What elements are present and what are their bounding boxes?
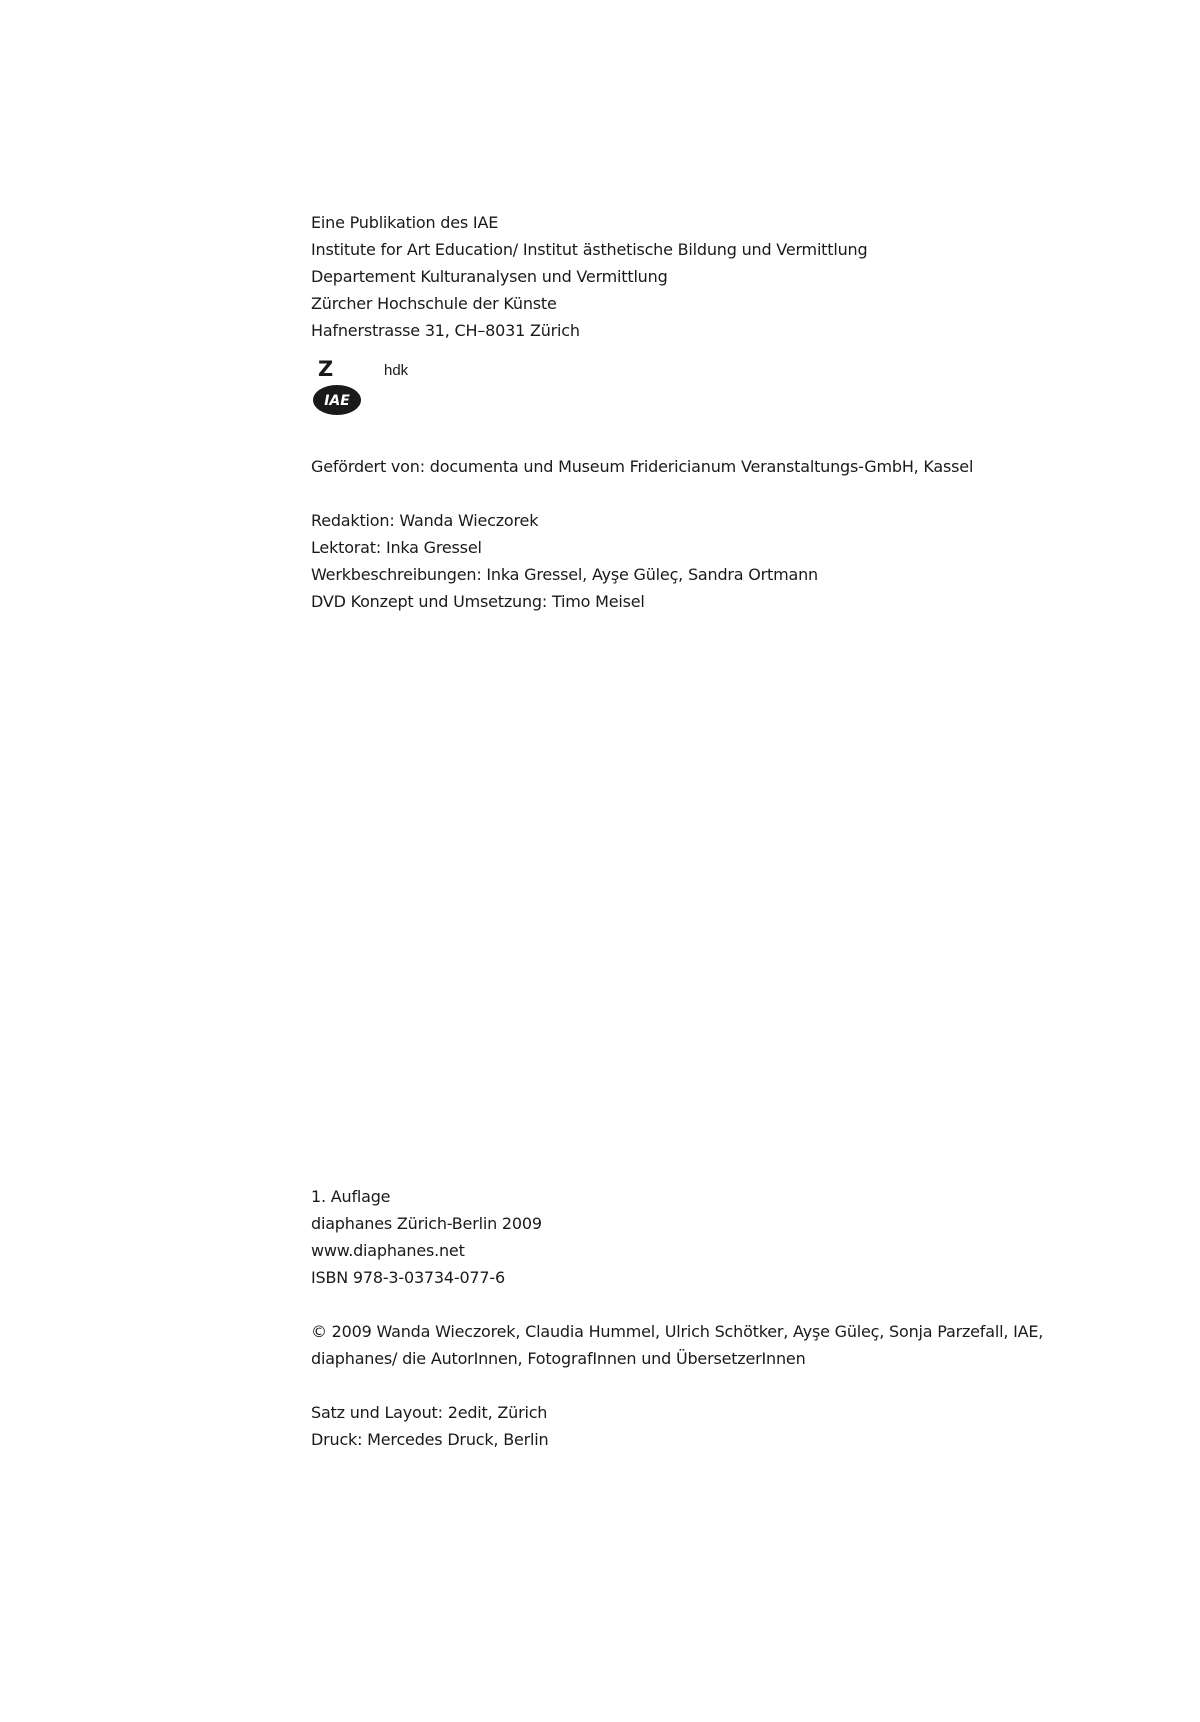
- iae-emblem-text: IAE: [324, 393, 350, 409]
- address-line: Institute for Art Education/ Institut ästhetische Bildung und Vermittlung: [311, 240, 868, 259]
- address-line: Eine Publikation des IAE: [311, 213, 499, 232]
- production-line: Satz und Layout: 2edit, Zürich: [311, 1403, 548, 1422]
- edition-line: 1. Auflage: [311, 1187, 391, 1206]
- logo-letter-z: Z: [318, 357, 334, 381]
- editorial-credits: [311, 507, 818, 615]
- copyright-line: diaphanes/ die AutorInnen, FotografInnen und ÜbersetzerInnen: [311, 1349, 806, 1368]
- edition-line: www.diaphanes.net: [311, 1241, 465, 1260]
- hdk-label: hdk: [384, 362, 409, 379]
- credit-line: Lektorat: Inka Gressel: [311, 538, 482, 557]
- address-line: Departement Kulturanalysen und Vermittlung: [311, 267, 668, 286]
- edition-line: diaphanes Zürich-Berlin 2009: [311, 1214, 542, 1233]
- zhdk-iae-logo: [311, 357, 363, 417]
- credit-line: Redaktion: Wanda Wieczorek: [311, 511, 539, 530]
- address-line: Zürcher Hochschule der Künste: [311, 294, 557, 313]
- production-line: Druck: Mercedes Druck, Berlin: [311, 1430, 549, 1449]
- credit-line: Werkbeschreibungen: Inka Gressel, Ayşe Güleç, Sandra Ortmann: [311, 565, 818, 584]
- isbn-line: ISBN 978-3-03734-077-6: [311, 1268, 505, 1287]
- publisher-address: [311, 209, 867, 344]
- funding-line: Gefördert von: documenta und Museum Fridericianum Veranstaltungs-GmbH, Kassel: [311, 457, 974, 476]
- credit-line: DVD Konzept und Umsetzung: Timo Meisel: [311, 592, 645, 611]
- copyright-notice: [311, 1318, 1043, 1372]
- funding-note: [311, 453, 973, 480]
- edition-info: [311, 1183, 542, 1291]
- address-line: Hafnerstrasse 31, CH–8031 Zürich: [311, 321, 580, 340]
- production-credits: [311, 1399, 548, 1453]
- copyright-line: © 2009 Wanda Wieczorek, Claudia Hummel, Ulrich Schötker, Ayşe Güleç, Sonja Parzefall, IAE,: [311, 1322, 1044, 1341]
